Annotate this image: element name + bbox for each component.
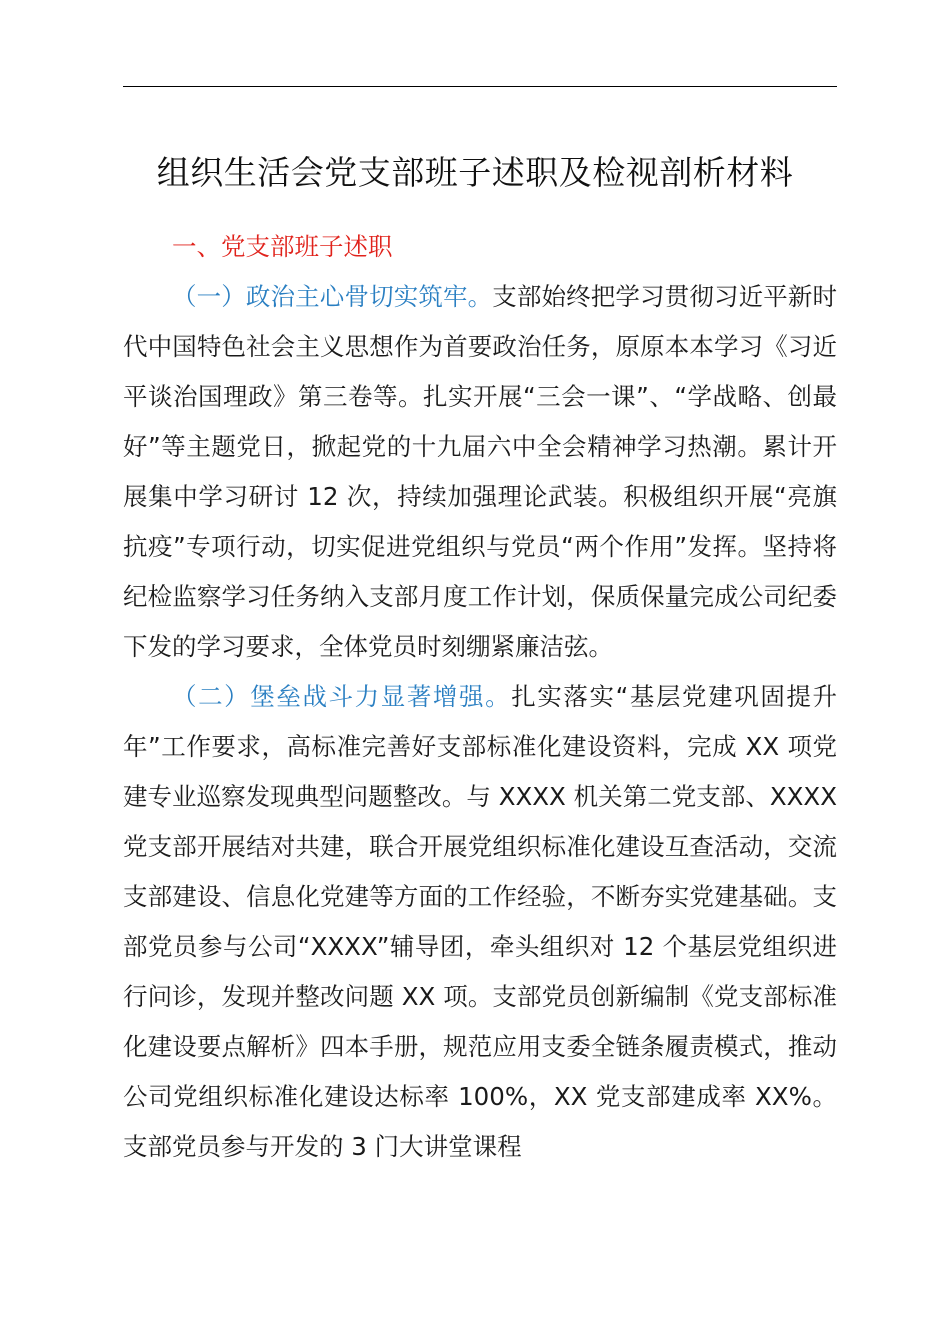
section-heading: 一、党支部班子述职	[172, 232, 393, 261]
document-title: 组织生活会党支部班子述职及检视剖析材料	[156, 153, 794, 192]
paragraph-fortress-text: 扎实落实“基层党建巩固提升年”工作要求，高标准完善好支部标准化建设资料，完成 XX 项党建专业巡察发现典型问题整改。与 XXXX 机关第二党支部、XXXX 党支部开展结对共建，联合开展党组织标准化建设互查活动，交流支部建设、信息化党建等方面的工作经验，不断夯实党建基础。支部党员参与公司“XXXX”辅导团，牵头组织对 12 个基层党组织进行问诊，发现并整改问题 XX 项。支部党员创新编制《党支部标准化建设要点解析》四本手册，规范应用支委全链条履责模式，推动公司党组织标准化建设达标率 100%，XX 党支部建成率 XX%。支部党员参与开发的 3 门大讲堂课程	[123, 682, 837, 1161]
paragraph-political	[123, 272, 837, 672]
subheading-political: （一）政治主心骨切实筑牢。	[172, 282, 493, 311]
document-body	[123, 222, 837, 1172]
paragraph-fortress	[123, 672, 837, 1172]
section-heading-paragraph	[123, 222, 837, 272]
header-rule	[123, 86, 837, 87]
subheading-fortress: （二）堡垒战斗力显著增强。	[172, 682, 512, 711]
paragraph-political-text: 支部始终把学习贯彻习近平新时代中国特色社会主义思想作为首要政治任务，原原本本学习《习近平谈治国理政》第三卷等。扎实开展“三会一课”、“学战略、创最好”等主题党日，掀起党的十九届六中全会精神学习热潮。累计开展集中学习研讨 12 次，持续加强理论武装。积极组织开展“亮旗抗疫”专项行动，切实促进党组织与党员“两个作用”发挥。坚持将纪检监察学习任务纳入支部月度工作计划，保质保量完成公司纪委下发的学习要求，全体党员时刻绷紧廉洁弦。	[123, 282, 837, 661]
